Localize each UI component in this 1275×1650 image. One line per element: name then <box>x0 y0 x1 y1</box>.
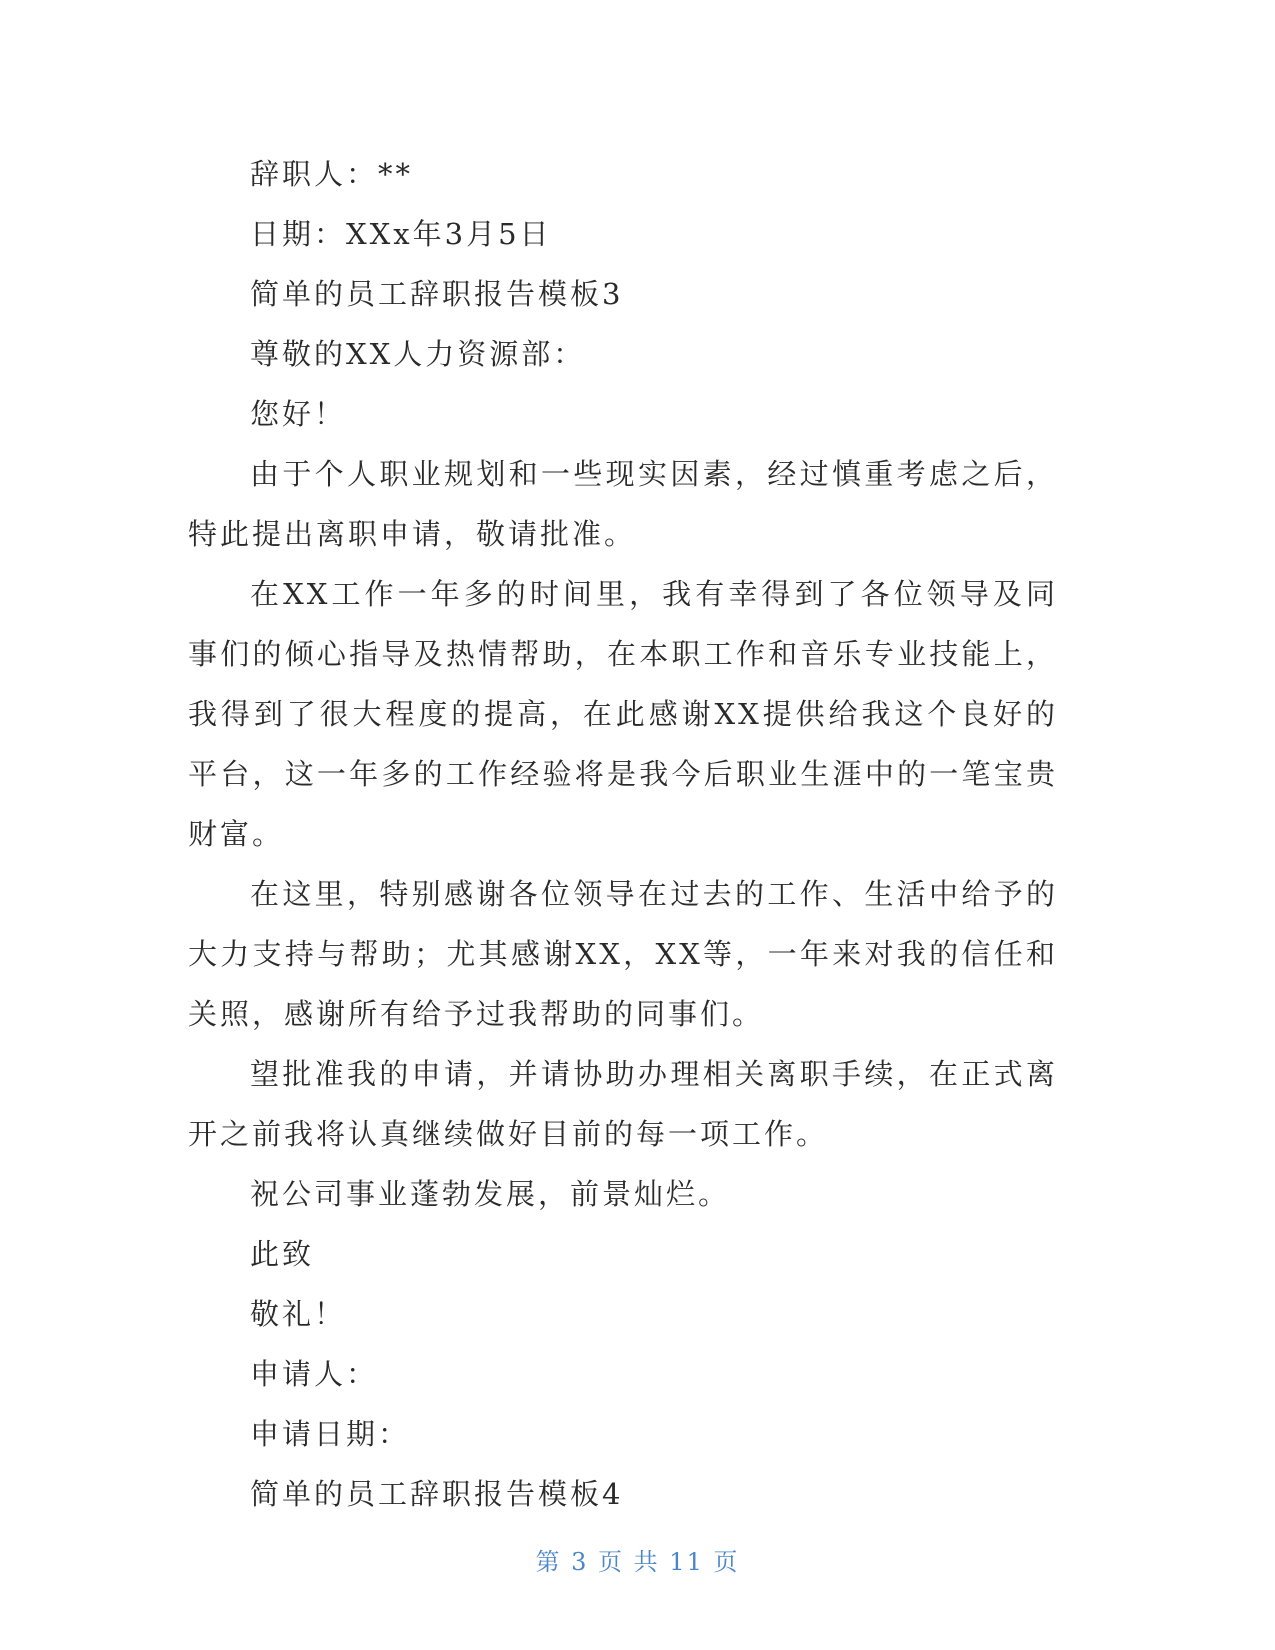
paragraph: 由于个人职业规划和一些现实因素，经过慎重考虑之后，特此提出离职申请，敬请批准。 <box>188 457 1058 551</box>
document-body <box>188 144 1058 1524</box>
paragraph: 望批准我的申请，并请协助办理相关离职手续，在正式离开之前我将认真继续做好目前的每一项工作。 <box>188 1057 1058 1151</box>
salutation: 尊敬的XX人力资源部： <box>250 337 586 371</box>
wishes-line: 祝公司事业蓬勃发展，前景灿烂。 <box>250 1177 731 1211</box>
application-date-line: 申请日期： <box>250 1417 411 1451</box>
paragraph: 在这里，特别感谢各位领导在过去的工作、生活中给予的大力支持与帮助；尤其感谢XX，XX等，一年来对我的信任和关照，感谢所有给予过我帮助的同事们。 <box>188 877 1058 1031</box>
section-title: 简单的员工辞职报告模板4 <box>250 1477 624 1511</box>
regards-line: 敬礼！ <box>250 1297 347 1331</box>
greeting: 您好！ <box>250 397 347 431</box>
section-title: 简单的员工辞职报告模板3 <box>250 277 624 311</box>
closing-line: 此致 <box>250 1237 315 1271</box>
applicant-line: 申请人： <box>250 1357 379 1391</box>
signer-line: 辞职人：** <box>250 157 414 191</box>
page-number-footer: 第 3 页 共 11 页 <box>535 1548 740 1576</box>
paragraph: 在XX工作一年多的时间里，我有幸得到了各位领导及同事们的倾心指导及热情帮助，在本职工作和音乐专业技能上，我得到了很大程度的提高，在此感谢XX提供给我这个良好的平台，这一年多的工作经验将是我今后职业生涯中的一笔宝贵财富。 <box>188 577 1058 851</box>
date-line: 日期：XXx年3月5日 <box>250 217 552 251</box>
